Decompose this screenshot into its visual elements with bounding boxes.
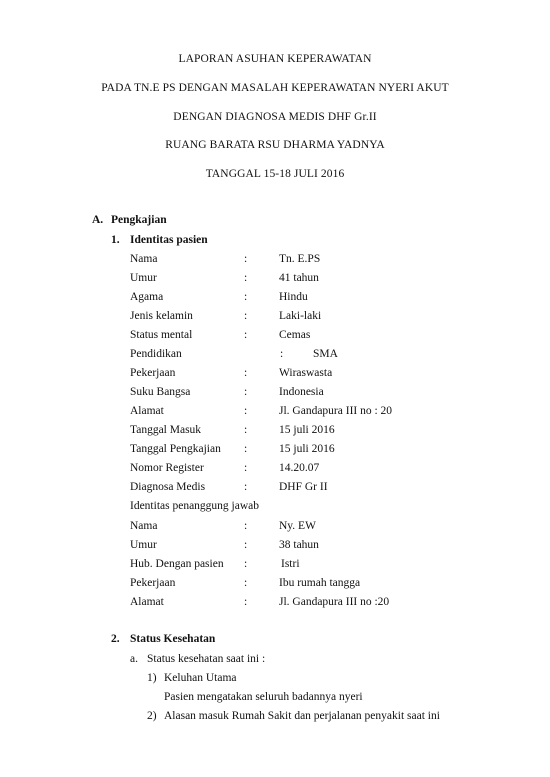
row-colon: : bbox=[280, 348, 284, 360]
section-a-marker: A. bbox=[92, 214, 104, 226]
row-value: 15 juli 2016 bbox=[279, 424, 335, 436]
item-1-detail: Pasien mengatakan seluruh badannya nyeri bbox=[164, 691, 363, 703]
row-value: SMA bbox=[313, 348, 338, 360]
row-colon: : bbox=[244, 443, 248, 455]
row-label: Nomor Register bbox=[130, 462, 204, 474]
title-line-4: RUANG BARATA RSU DHARMA YADNYA bbox=[165, 139, 385, 151]
item-1-text: Keluhan Utama bbox=[164, 672, 237, 684]
row-colon: : bbox=[244, 405, 248, 417]
row-value: Cemas bbox=[279, 329, 311, 341]
guardian-row-relation bbox=[0, 558, 550, 576]
sub1-heading: Identitas pasien bbox=[130, 234, 208, 246]
identity-row-gender bbox=[0, 310, 550, 328]
row-label: Pekerjaan bbox=[130, 577, 176, 589]
sub2-heading: Status Kesehatan bbox=[130, 633, 216, 645]
row-label: Suku Bangsa bbox=[130, 386, 191, 398]
identity-row-mental-status bbox=[0, 329, 550, 347]
row-label: Pekerjaan bbox=[130, 367, 176, 379]
title-line-2: PADA TN.E PS DENGAN MASALAH KEPERAWATAN NYERI AKUT bbox=[101, 82, 449, 94]
item-2-marker: 2) bbox=[147, 710, 157, 722]
row-colon: : bbox=[244, 596, 248, 608]
row-value: Wiraswasta bbox=[279, 367, 333, 379]
row-label: Tanggal Pengkajian bbox=[130, 443, 221, 455]
row-colon: : bbox=[244, 291, 248, 303]
row-label: Jenis kelamin bbox=[130, 310, 193, 322]
row-colon: : bbox=[244, 481, 248, 493]
row-value: Ibu rumah tangga bbox=[279, 577, 361, 589]
guardian-row-age bbox=[0, 539, 550, 557]
identity-row-address bbox=[0, 405, 550, 423]
row-value: Laki-laki bbox=[279, 310, 322, 322]
row-colon: : bbox=[244, 310, 248, 322]
identity-row-occupation bbox=[0, 367, 550, 385]
identity-row-age bbox=[0, 272, 550, 290]
row-value: Jl. Gandapura III no :20 bbox=[279, 596, 390, 608]
sub1-marker: 1. bbox=[111, 234, 120, 246]
row-label: Agama bbox=[130, 291, 164, 303]
row-label: Umur bbox=[130, 272, 157, 284]
guardian-heading: Identitas penanggung jawab bbox=[130, 500, 260, 512]
row-colon: : bbox=[244, 424, 248, 436]
sub2-a-text: Status kesehatan saat ini : bbox=[147, 653, 266, 665]
identity-row-diagnosis bbox=[0, 481, 550, 499]
title-line-3: DENGAN DIAGNOSA MEDIS DHF Gr.II bbox=[173, 111, 377, 123]
row-label: Nama bbox=[130, 520, 158, 532]
row-label: Nama bbox=[130, 253, 158, 265]
identity-row-education bbox=[0, 348, 550, 366]
row-value: 38 tahun bbox=[279, 539, 319, 551]
row-label: Status mental bbox=[130, 329, 193, 341]
row-colon: : bbox=[244, 558, 248, 570]
row-colon: : bbox=[244, 520, 248, 532]
row-value: 15 juli 2016 bbox=[279, 443, 335, 455]
identity-row-religion bbox=[0, 291, 550, 309]
row-value: 14.20.07 bbox=[279, 462, 320, 474]
row-value: 41 tahun bbox=[279, 272, 319, 284]
guardian-row-name bbox=[0, 520, 550, 538]
row-colon: : bbox=[244, 386, 248, 398]
sub2-a-marker: a. bbox=[130, 653, 138, 665]
identity-row-assessment-date bbox=[0, 443, 550, 461]
identity-row-register-number bbox=[0, 462, 550, 480]
row-colon: : bbox=[244, 329, 248, 341]
identity-row-admission-date bbox=[0, 424, 550, 442]
guardian-row-address bbox=[0, 596, 550, 614]
section-a-heading: Pengkajian bbox=[111, 214, 167, 226]
identity-row-name bbox=[0, 253, 550, 271]
row-colon: : bbox=[244, 272, 248, 284]
row-label: Umur bbox=[130, 539, 157, 551]
row-value: Ny. EW bbox=[279, 520, 316, 532]
row-value: Indonesia bbox=[279, 386, 324, 398]
title-line-1: LAPORAN ASUHAN KEPERAWATAN bbox=[178, 53, 372, 65]
identity-row-ethnicity bbox=[0, 386, 550, 404]
row-value: Hindu bbox=[279, 291, 308, 303]
row-label: Tanggal Masuk bbox=[130, 424, 202, 436]
row-label: Alamat bbox=[130, 405, 164, 417]
sub2-marker: 2. bbox=[111, 633, 120, 645]
title-line-5: TANGGAL 15-18 JULI 2016 bbox=[205, 168, 345, 180]
row-value: Jl. Gandapura III no : 20 bbox=[279, 405, 393, 417]
guardian-row-occupation bbox=[0, 577, 550, 595]
row-label: Alamat bbox=[130, 596, 164, 608]
row-label: Pendidikan bbox=[130, 348, 182, 360]
row-value: Tn. E.PS bbox=[279, 253, 321, 265]
item-1-marker: 1) bbox=[147, 672, 157, 684]
row-colon: : bbox=[244, 253, 248, 265]
row-colon: : bbox=[244, 577, 248, 589]
row-colon: : bbox=[244, 367, 248, 379]
item-2-text: Alasan masuk Rumah Sakit dan perjalanan penyakit saat ini bbox=[164, 710, 440, 722]
row-label: Diagnosa Medis bbox=[130, 481, 206, 493]
row-colon: : bbox=[244, 462, 248, 474]
row-value: DHF Gr II bbox=[279, 481, 328, 493]
row-value: Istri bbox=[281, 558, 300, 570]
row-label: Hub. Dengan pasien bbox=[130, 558, 224, 570]
row-colon: : bbox=[244, 539, 248, 551]
